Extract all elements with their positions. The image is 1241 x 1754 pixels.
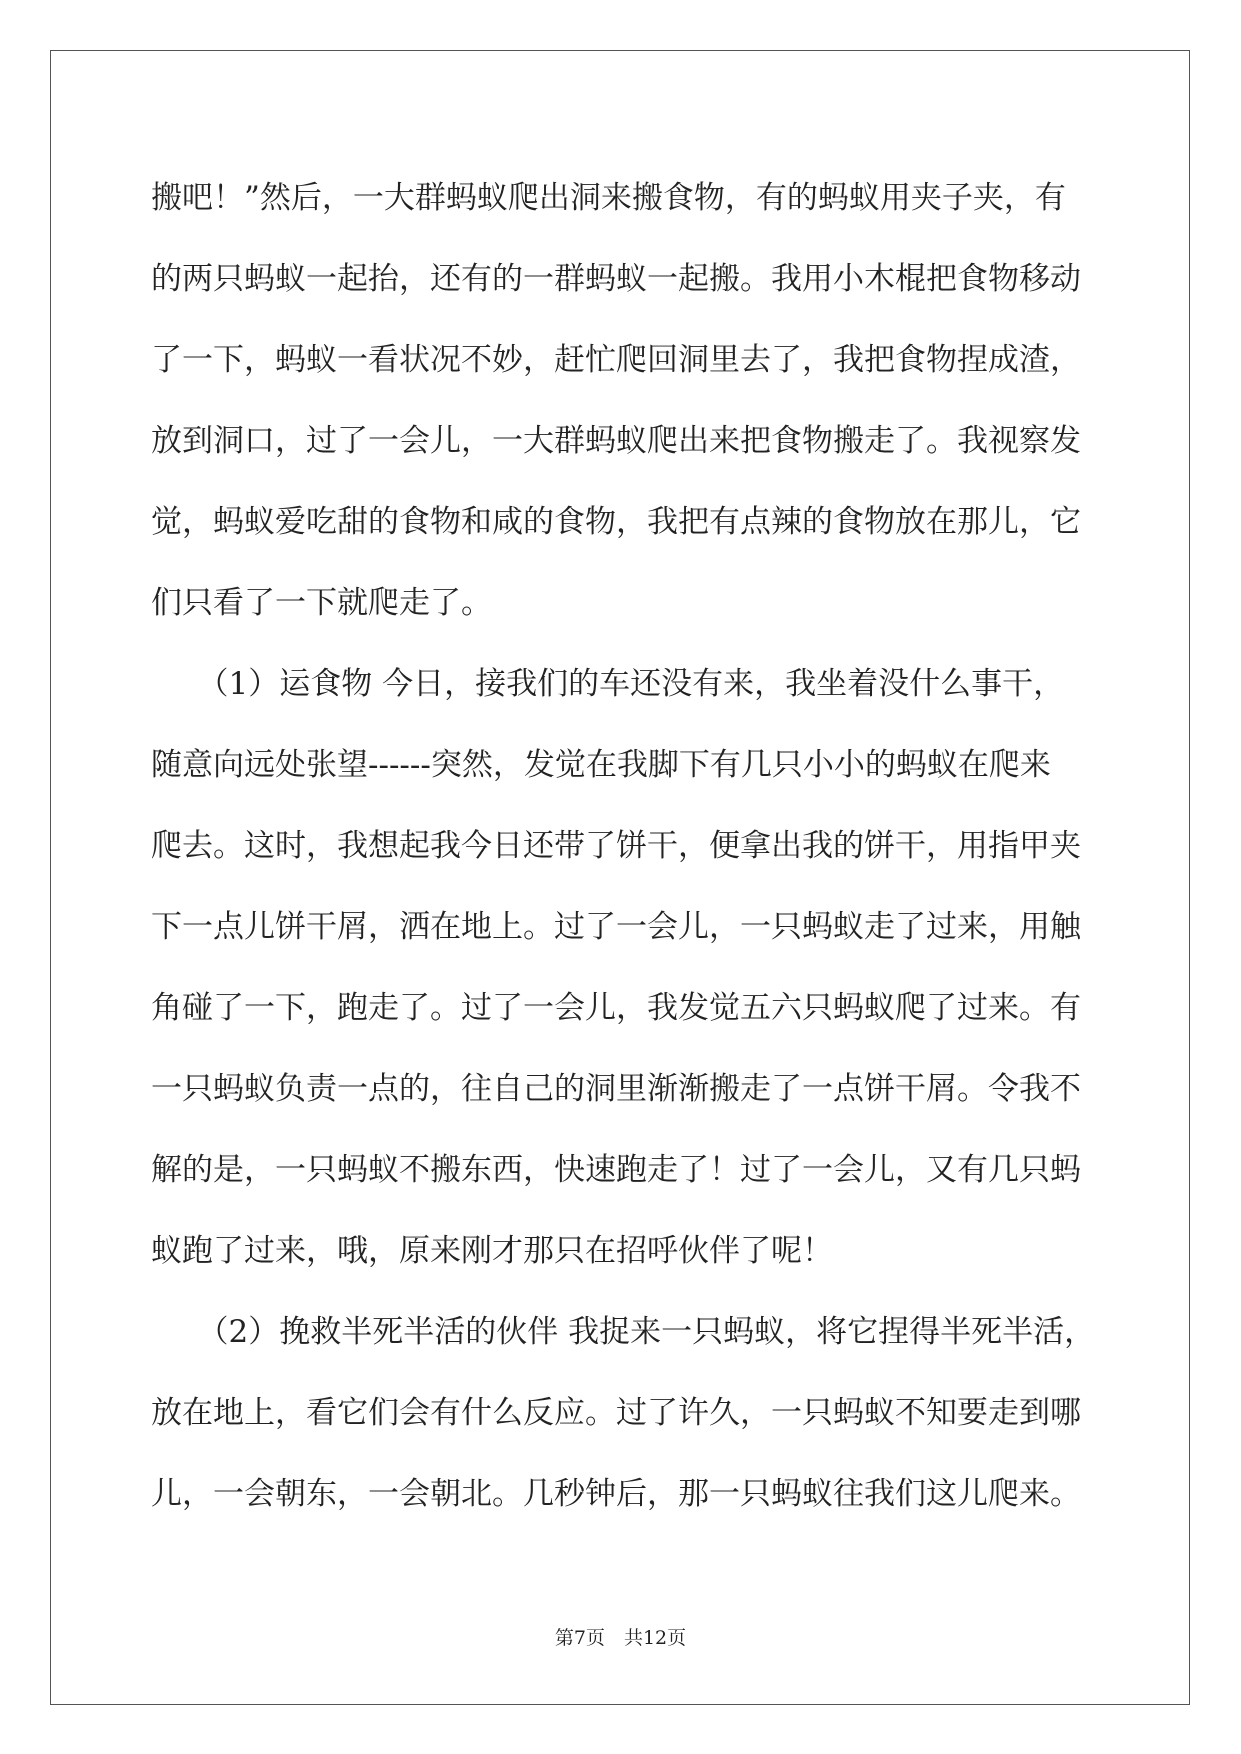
text-line: 爬去。这时，我想起我今日还带了饼干，便拿出我的饼干，用指甲夹 <box>151 828 1081 864</box>
paragraph-start-line: （2）挽救半死半活的伙伴 我捉来一只蚂蚁，将它捏得半死半活， <box>151 1314 1096 1350</box>
text-line: 儿，一会朝东，一会朝北。几秒钟后，那一只蚂蚁往我们这儿爬来。 <box>151 1476 1081 1512</box>
text-line: 放在地上，看它们会有什么反应。过了许久，一只蚂蚁不知要走到哪 <box>151 1395 1081 1431</box>
text-line: 搬吧！”然后，一大群蚂蚁爬出洞来搬食物，有的蚂蚁用夹子夹，有 <box>151 180 1066 216</box>
text-line: 一只蚂蚁负责一点的，往自己的洞里渐渐搬走了一点饼干屑。令我不 <box>151 1071 1081 1107</box>
text-line: 解的是，一只蚂蚁不搬东西，快速跑走了！过了一会儿，又有几只蚂 <box>151 1152 1081 1188</box>
text-line: 们只看了一下就爬走了。 <box>151 585 492 621</box>
text-line: 下一点儿饼干屑，洒在地上。过了一会儿，一只蚂蚁走了过来，用触 <box>151 909 1081 945</box>
text-line: 的两只蚂蚁一起抬，还有的一群蚂蚁一起搬。我用小木棍把食物移动 <box>151 261 1081 297</box>
text-line: 了一下，蚂蚁一看状况不妙，赶忙爬回洞里去了，我把食物捏成渣， <box>151 342 1081 378</box>
text-line: 随意向远处张望------突然，发觉在我脚下有几只小小的蚂蚁在爬来 <box>151 747 1051 783</box>
text-line: 觉，蚂蚁爱吃甜的食物和咸的食物，我把有点辣的食物放在那儿，它 <box>151 504 1081 540</box>
text-line: 角碰了一下，跑走了。过了一会儿，我发觉五六只蚂蚁爬了过来。有 <box>151 990 1081 1026</box>
text-line: 蚁跑了过来，哦，原来刚才那只在招呼伙伴了呢！ <box>151 1233 833 1269</box>
body-text <box>151 158 1096 1535</box>
page-number-footer: 第7页 共12页 <box>554 1627 687 1649</box>
text-line: 放到洞口，过了一会儿，一大群蚂蚁爬出来把食物搬走了。我视察发 <box>151 423 1081 459</box>
paragraph-start-line: （1）运食物 今日，接我们的车还没有来，我坐着没什么事干， <box>151 666 1065 702</box>
